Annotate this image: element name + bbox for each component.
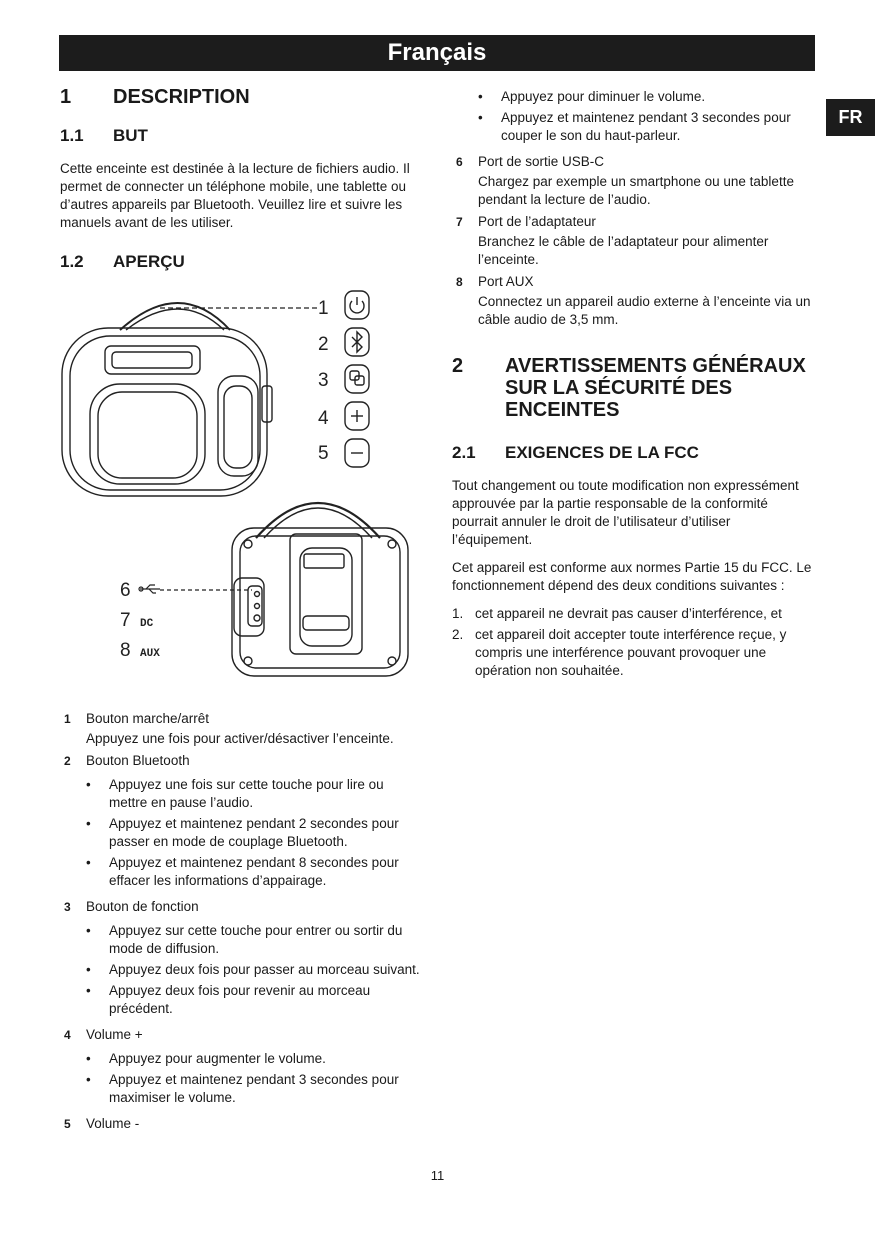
item-3-bullets <box>60 922 420 1018</box>
callout-1: 1 <box>318 298 329 319</box>
list-item: • Appuyez une fois sur cette touche pour lire ou mettre en pause l’audio. <box>86 777 384 810</box>
aux-label: AUX <box>140 648 160 660</box>
power-icon <box>345 291 369 319</box>
list-item: • Appuyez et maintenez pendant 8 secondes pour effacer les informations d’appairage. <box>86 855 399 888</box>
language-banner: Français <box>59 35 815 71</box>
item-8: 8 Port AUX Connectez un appareil audio externe à l’enceinte via un câble audio de 3,5 mm. <box>456 274 811 327</box>
function-icon <box>345 365 369 393</box>
list-item: • Appuyez et maintenez pendant 3 secondes pour maximiser le volume. <box>86 1072 399 1105</box>
fcc-paragraph-2: Cet appareil est conforme aux normes Partie 15 du FCC. Le fonctionnement dépend des deux conditions suivantes : <box>452 560 812 593</box>
section-2-1-heading: 2.1 EXIGENCES DE LA FCC <box>452 443 699 462</box>
dc-label: DC <box>140 618 154 630</box>
section-2-heading: 2 AVERTISSEMENTS GÉNÉRAUX SUR LA SÉCURITÉ DES ENCEINTES <box>452 355 806 421</box>
callout-6: 6 <box>120 580 131 601</box>
item-1: 1 Bouton marche/arrêt Appuyez une fois pour activer/désactiver l’enceinte. <box>64 711 394 746</box>
left-column <box>60 86 420 1133</box>
language-tab: FR <box>826 99 875 136</box>
list-item: • Appuyez deux fois pour passer au morceau suivant. <box>86 962 420 977</box>
list-item: • Appuyez pour augmenter le volume. <box>86 1051 326 1066</box>
list-item: 2. cet appareil doit accepter toute interférence reçue, y compris une interférence pouvant provoquer une opération non souhaitée. <box>452 627 787 678</box>
item-2-bullets <box>60 776 420 890</box>
section-1-1-heading: 1.1 BUT <box>60 126 148 145</box>
volume-up-icon <box>345 402 369 430</box>
item-4: 4 Volume + <box>64 1027 143 1042</box>
item-5: 5 Volume - <box>64 1116 140 1131</box>
bluetooth-icon <box>345 328 369 356</box>
purpose-paragraph: Cette enceinte est destinée à la lecture de fichiers audio. Il permet de connecter un téléphone mobile, une tablette ou d’autres appareils par Bluetooth. Veuillez lire et suivre les manuels avant de les utiliser. <box>60 161 410 230</box>
list-item: 1. cet appareil ne devrait pas causer d’interférence, et <box>452 606 782 621</box>
list-item: • Appuyez et maintenez pendant 3 secondes pour couper le son du haut-parleur. <box>478 110 791 143</box>
item-3: 3 Bouton de fonction <box>64 899 199 914</box>
speaker-overview-illustration <box>60 286 420 706</box>
item-2: 2 Bouton Bluetooth <box>64 753 190 768</box>
list-item: • Appuyez deux fois pour revenir au morceau précédent. <box>86 983 371 1016</box>
callout-4: 4 <box>318 408 329 429</box>
section-1-2-heading: 1.2 APERÇU <box>60 252 185 271</box>
list-item: • Appuyez sur cette touche pour entrer ou sortir du mode de diffusion. <box>86 923 403 956</box>
section-1-heading: 1 DESCRIPTION <box>60 86 250 108</box>
item-4-bullets <box>60 1050 420 1107</box>
callout-5: 5 <box>318 443 329 464</box>
speaker-diagram <box>60 286 420 706</box>
right-column <box>452 88 812 683</box>
item-6: 6 Port de sortie USB-C Chargez par exemple un smartphone ou une tablette pendant la lecture de l’audio. <box>456 154 794 207</box>
item-5-bullets <box>452 88 812 145</box>
fcc-conditions-list <box>452 605 812 680</box>
fcc-paragraph-1: Tout changement ou toute modification non expressément approuvée par la partie responsable de la conformité pourrait annuler le droit de l’utilisateur d’utiliser l’équipement. <box>452 478 799 547</box>
callout-8: 8 <box>120 640 131 661</box>
list-item: • Appuyez pour diminuer le volume. <box>478 89 706 104</box>
callout-2: 2 <box>318 334 329 355</box>
usb-icon <box>139 585 160 593</box>
callout-3: 3 <box>318 370 329 391</box>
list-item: • Appuyez et maintenez pendant 2 secondes pour passer en mode de couplage Bluetooth. <box>86 816 399 849</box>
volume-down-icon <box>345 439 369 467</box>
callout-7: 7 <box>120 610 131 631</box>
page-number: 11 <box>430 1168 445 1183</box>
item-7: 7 Port de l’adaptateur Branchez le câble de l’adaptateur pour alimenter l’enceinte. <box>456 214 769 267</box>
